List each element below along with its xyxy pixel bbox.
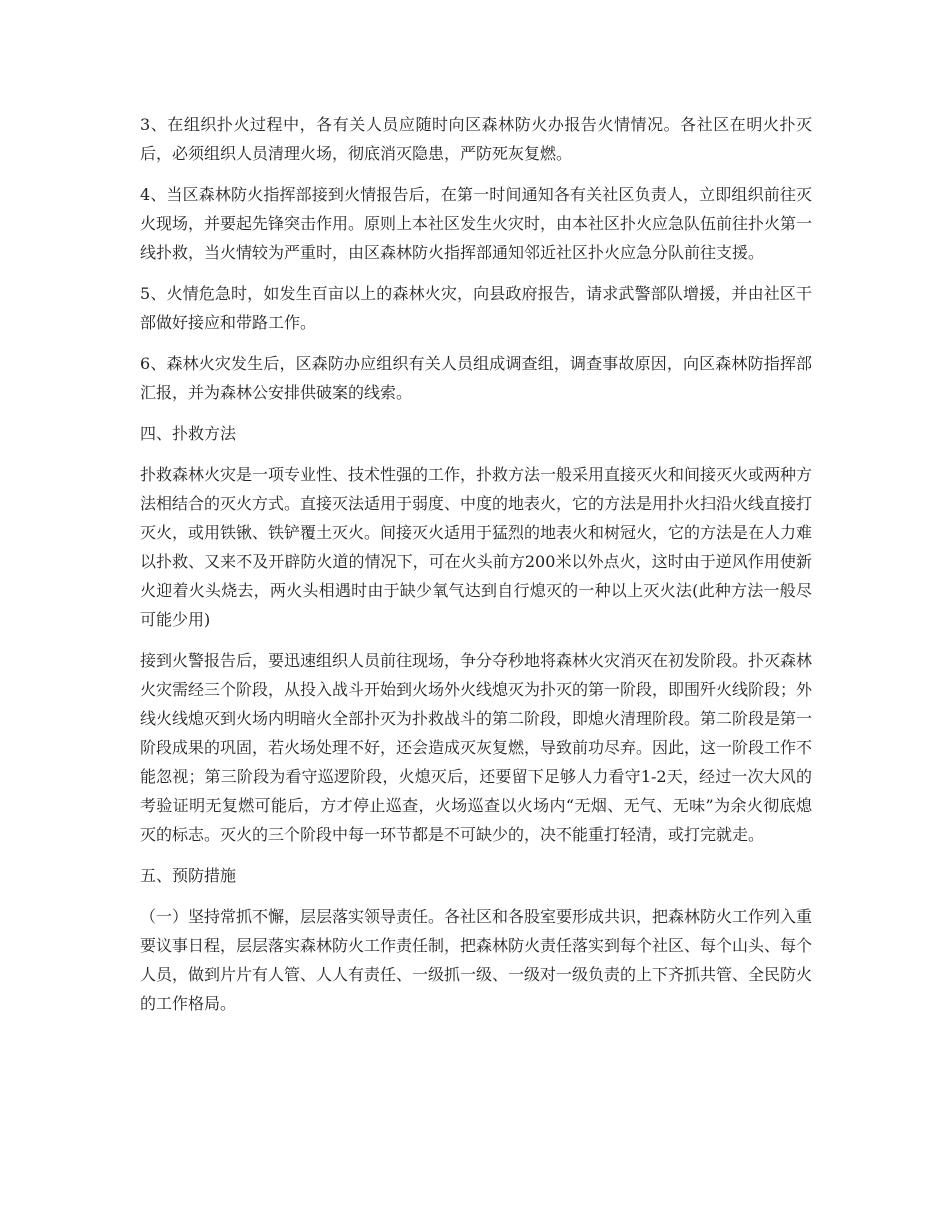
paragraph-firefighting-stages: 接到火警报告后，要迅速组织人员前往现场，争分夺秒地将森林火灾消灭在初发阶段。扑灭森林火灾需经三个阶段，从投入战斗开始到火场外火线熄灭为扑灭的第一阶段，即围歼火线阶段；外线火线熄灭到火场内明暗火全部扑灭为扑救战斗的第二阶段，即熄火清理阶段。第二阶段是第一阶段成果的巩固，若火场处理不好，还会造成灭灰复燃，导致前功尽弃。因此，这一阶段工作不能忽视；第三阶段为看守巡逻阶段，火熄灭后，还要留下足够人力看守1-2天，经过一次大风的考验证明无复燃可能后，方才停止巡查，火场巡查以火场内“无烟、无气、无味”为余火彻底熄灭的标志。灭火的三个阶段中每一环节都是不可缺少的，决不能重打轻清，或打完就走。 — [140, 651, 813, 844]
paragraph-leadership-responsibility: （一）坚持常抓不懈，层层落实领导责任。各社区和各股室要形成共识，把森林防火工作列入重要议事日程，层层落实森林防火工作责任制，把森林防火责任落实到每个社区、每个山头、每个人员，做到片片有人管、人人有责任、一级抓一级、一级对一级负责的上下齐抓共管、全民防火的工作格局。 — [140, 907, 813, 1013]
document-body — [140, 110, 812, 1030]
paragraph-investigation: 6、森林火灾发生后，区森防办应组织有关人员组成调查组，调查事故原因，向区森林防指挥部汇报，并为森林公安排供破案的线索。 — [140, 354, 812, 402]
paragraph-firefighting-methods: 扑救森林火灾是一项专业性、技术性强的工作，扑救方法一般采用直接灭火和间接灭火或两种方法相结合的灭火方式。直接灭法适用于弱度、中度的地表火，它的方法是用扑火扫沿火线直接打灭火，或用铁锹、铁铲覆土灭火。间接灭火适用于猛烈的地表火和树冠火，它的方法是在人力难以扑救、又来不及开辟防火道的情况下，可在火头前方200米以外点火，这时由于逆风作用使新火迎着火头烧去，两火头相遇时由于缺少氧气达到自行熄灭的一种以上灭火法(此种方法一般尽可能少用) — [140, 465, 813, 629]
section-heading-firefighting-methods: 四、扑救方法 — [140, 424, 237, 443]
paragraph-command-response: 4、当区森林防火指挥部接到火情报告后，在第一时间通知各有关社区负责人，立即组织前往灭火现场，并要起先锋突击作用。原则上本社区发生火灾时，由本社区扑火应急队伍前往扑火第一线扑救，当火情较为严重时，由区森林防火指挥部通知邻近社区扑火应急分队前往支援。 — [140, 185, 813, 262]
paragraph-emergency-reinforcement: 5、火情危急时，如发生百亩以上的森林火灾，向县政府报告，请求武警部队增援，并由社区干部做好接应和带路工作。 — [140, 284, 812, 332]
section-heading-prevention-measures: 五、预防措施 — [140, 866, 237, 885]
paragraph-report-fire: 3、在组织扑火过程中，各有关人员应随时向区森林防火办报告火情情况。各社区在明火扑灭后，必须组织人员清理火场，彻底消灭隐患，严防死灰复燃。 — [140, 115, 812, 163]
